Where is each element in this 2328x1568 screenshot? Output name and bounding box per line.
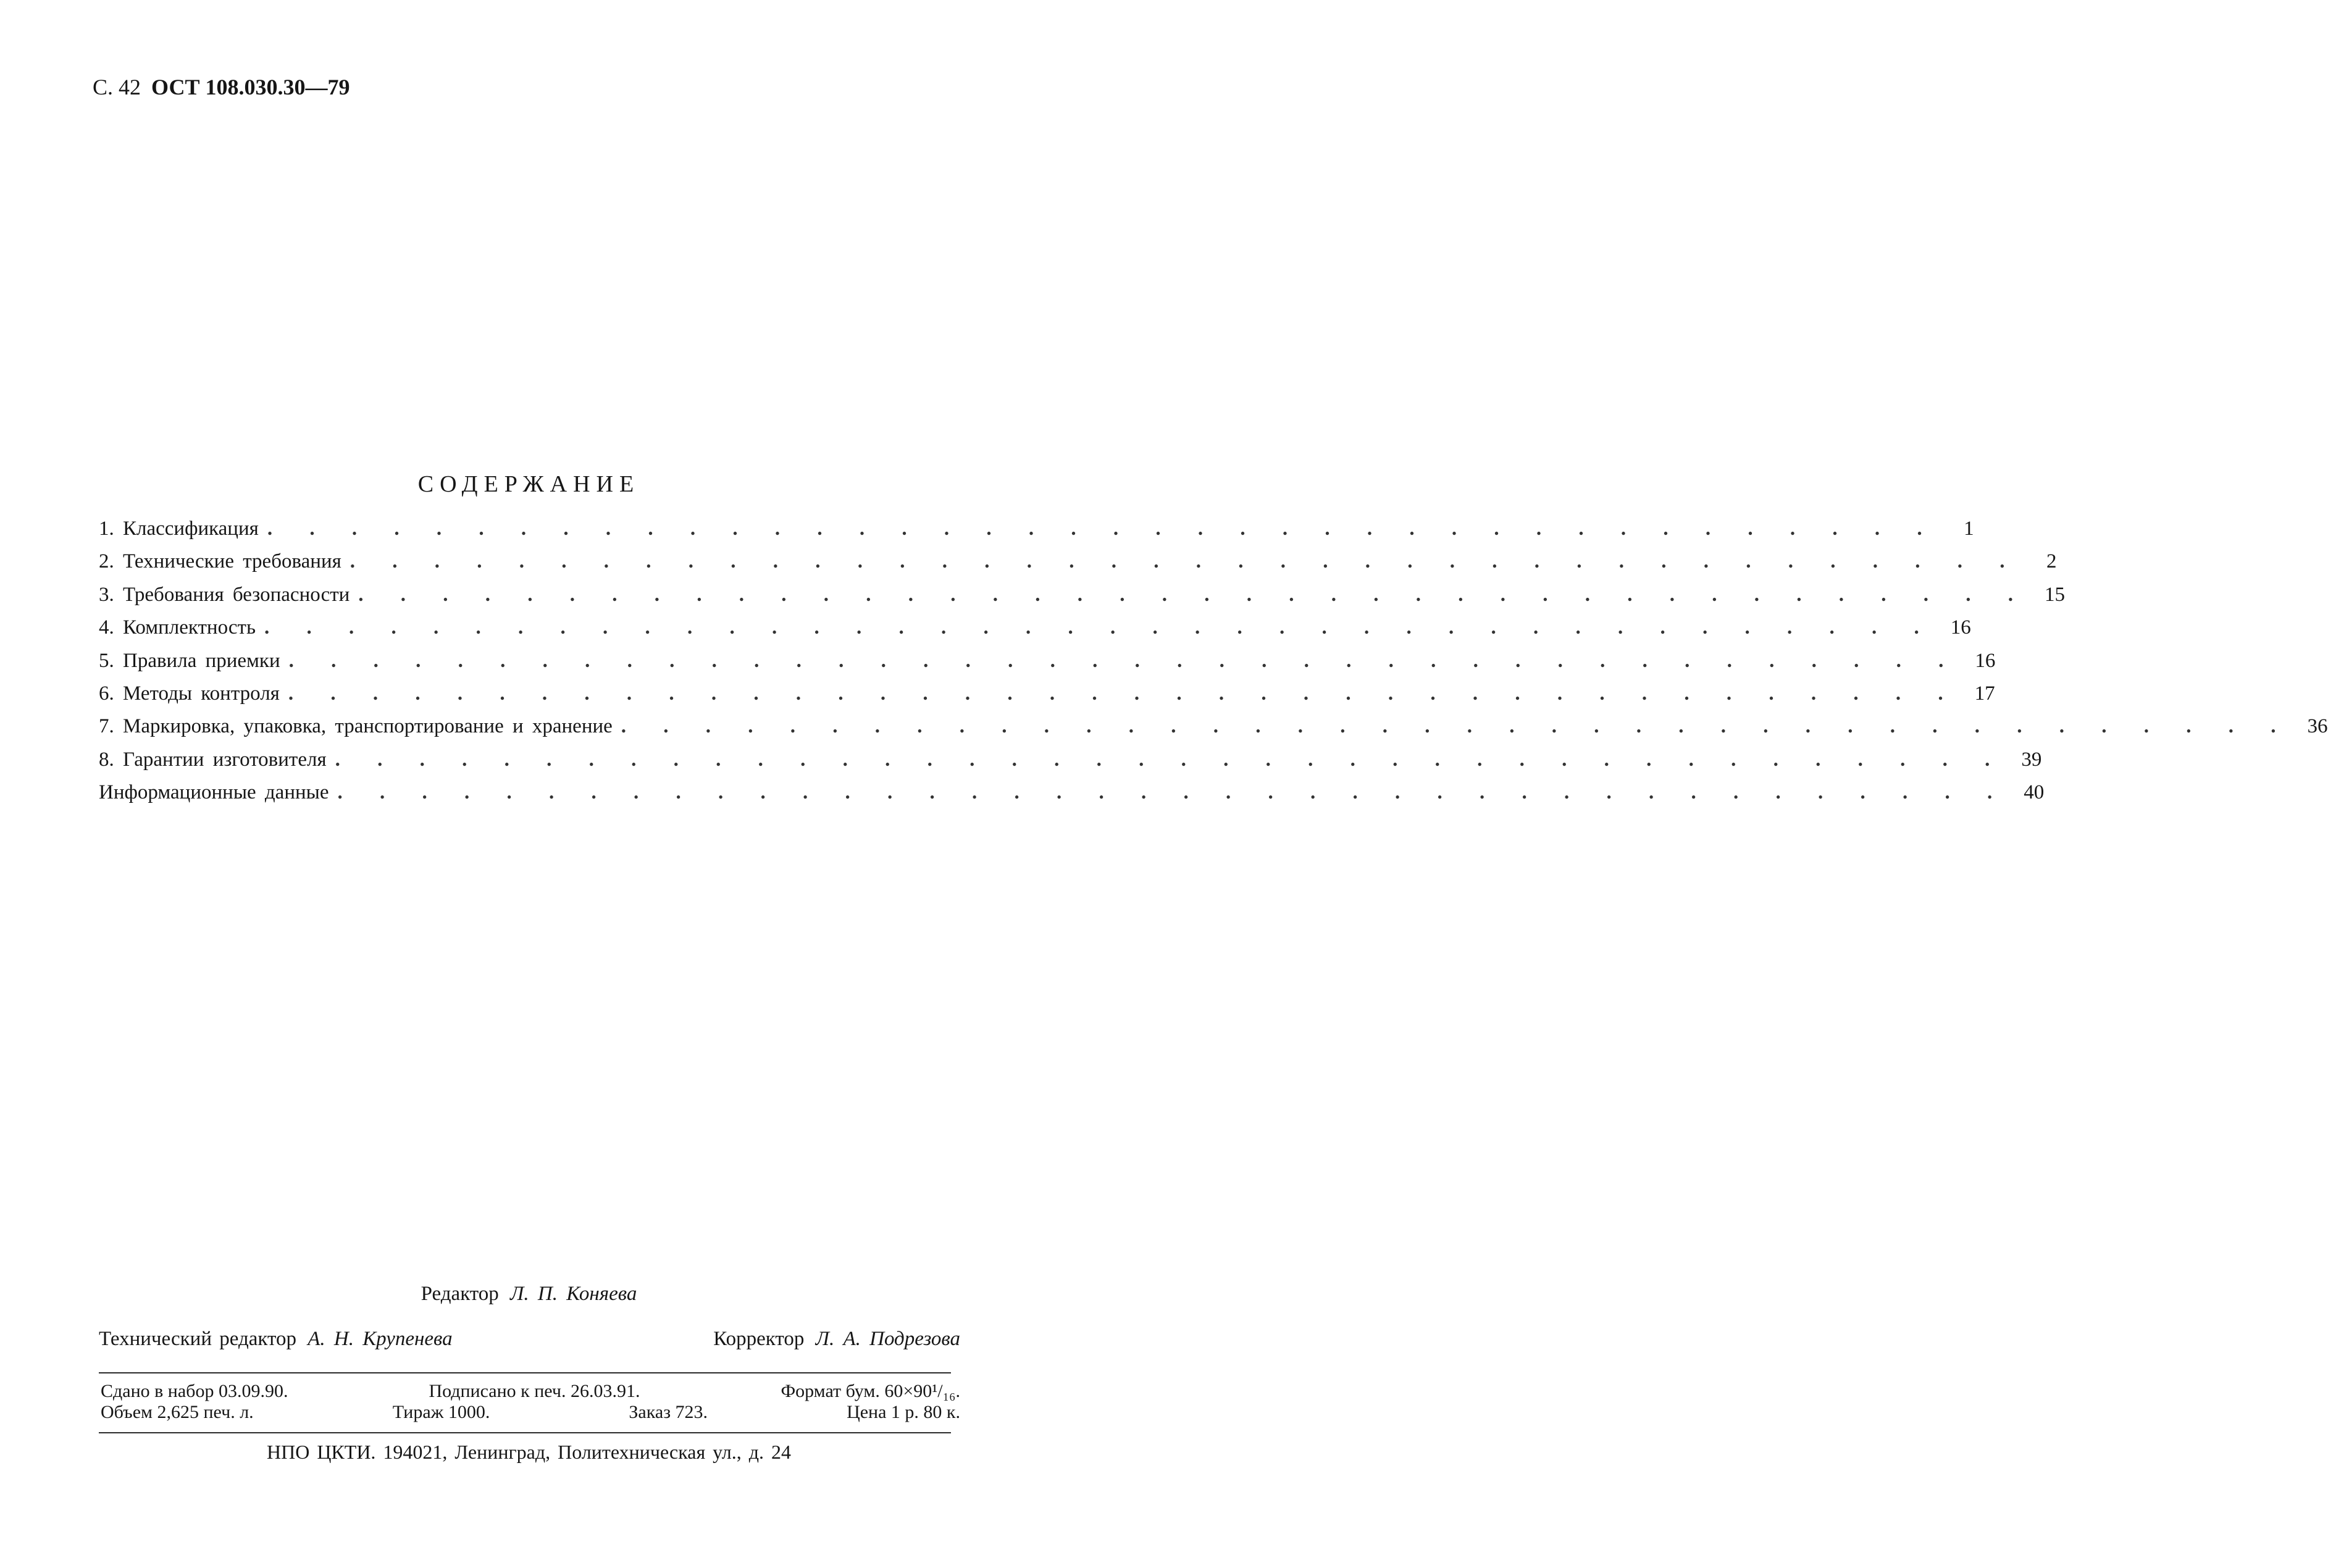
corrector-name: Л. А. Подрезова <box>815 1328 960 1350</box>
imprint-print-run: Тираж 1000. <box>392 1402 490 1422</box>
editor-credit <box>0 1283 1058 1306</box>
toc-entry-label: 5. Правила приемки <box>99 649 280 672</box>
imprint-line <box>101 1381 960 1402</box>
toc-entry-label: 3. Требования безопасности <box>99 583 350 606</box>
credits-row <box>99 1328 960 1351</box>
imprint-typeset: Сдано в набор 03.09.90. <box>101 1381 288 1401</box>
corrector-role: Корректор <box>713 1328 805 1350</box>
tech-editor-role: Технический редактор <box>99 1328 296 1350</box>
toc-entry <box>99 677 1995 710</box>
toc-entry-page: 1 <box>1964 518 1974 540</box>
toc-entry-label: 2. Технические требования <box>99 550 341 573</box>
toc-entry <box>99 513 1974 545</box>
toc-entry <box>99 776 2045 809</box>
imprint-price: Цена 1 р. 80 к. <box>847 1402 960 1422</box>
toc-entry <box>99 645 1996 677</box>
toc-entry-page: 16 <box>1975 649 1996 672</box>
page-header <box>93 74 350 100</box>
dot-leader: . . . . . . . . . . . . . . . . . . . . . . . . . . . . . . . . . . . . . . . . <box>288 649 1960 672</box>
toc-title: СОДЕРЖАНИЕ <box>417 471 640 497</box>
toc-entry-label: 1. Классификация <box>99 518 259 540</box>
imprint-divider-top <box>99 1372 951 1373</box>
tech-editor-credit <box>99 1328 453 1351</box>
toc-entry-page: 36 <box>2307 715 2328 738</box>
dot-leader: . . . . . . . . . . . . . . . . . . . . . . . . . . . . . . . . . . . . . . . . <box>335 748 2006 771</box>
toc-entry-label: Информационные данные <box>99 781 329 804</box>
toc-entry-page: 15 <box>2045 583 2066 606</box>
imprint-volume: Объем 2,625 печ. л. <box>101 1402 254 1422</box>
dot-leader: . . . . . . . . . . . . . . . . . . . . . . . . . . . . . . . . . . . . . . . . <box>337 781 2009 804</box>
imprint-order: Заказ 723. <box>629 1402 708 1422</box>
toc-entry-page: 17 <box>1974 682 1995 705</box>
dot-leader: . . . . . . . . . . . . . . . . . . . . . . . . . . . . . . . . . . . . . . . . <box>621 715 2292 738</box>
toc-entry <box>99 579 2066 611</box>
tech-editor-name: А. Н. Крупенева <box>308 1328 453 1350</box>
toc-entry-label: 4. Комплектность <box>99 616 256 639</box>
toc-entry-page: 2 <box>2046 550 2057 573</box>
dot-leader: . . . . . . . . . . . . . . . . . . . . . . . . . . . . . . . . . . . . . . . . <box>350 550 2021 573</box>
toc-entry <box>99 710 2328 743</box>
toc-entry <box>99 744 2042 776</box>
dot-leader: . . . . . . . . . . . . . . . . . . . . . . . . . . . . . . . . . . . . . . . . <box>267 518 1938 540</box>
toc-entry-page: 39 <box>2021 748 2042 771</box>
toc-entry-page: 16 <box>1950 616 1971 639</box>
editor-role: Редактор <box>421 1283 499 1305</box>
toc-entry <box>99 611 1971 644</box>
dot-leader: . . . . . . . . . . . . . . . . . . . . . . . . . . . . . . . . . . . . . . . . <box>264 616 1935 639</box>
toc-entry-label: 8. Гарантии изготовителя <box>99 748 327 771</box>
imprint-format: Формат бум. 60×90¹/₁₆. <box>781 1381 960 1401</box>
toc-entry <box>99 545 2057 578</box>
editor-name: Л. П. Коняева <box>510 1283 637 1305</box>
publisher-address: НПО ЦКТИ. 194021, Ленинград, Политехническая ул., д. 24 <box>266 1441 792 1463</box>
dot-leader: . . . . . . . . . . . . . . . . . . . . . . . . . . . . . . . . . . . . . . . . <box>288 682 1959 705</box>
imprint-divider-bottom <box>99 1432 951 1433</box>
imprint-signed: Подписано к печ. 26.03.91. <box>429 1381 640 1401</box>
table-of-contents <box>99 513 2328 810</box>
standard-code: ОСТ 108.030.30—79 <box>151 75 350 99</box>
imprint-line <box>101 1402 960 1423</box>
dot-leader: . . . . . . . . . . . . . . . . . . . . . . . . . . . . . . . . . . . . . . . . <box>358 583 2030 606</box>
toc-entry-page: 40 <box>2024 781 2045 804</box>
page-number: С. 42 <box>93 75 141 99</box>
toc-entry-label: 7. Маркировка, упаковка, транспортирование и хранение <box>99 715 613 738</box>
toc-entry-label: 6. Методы контроля <box>99 682 280 705</box>
corrector-credit <box>713 1328 960 1351</box>
